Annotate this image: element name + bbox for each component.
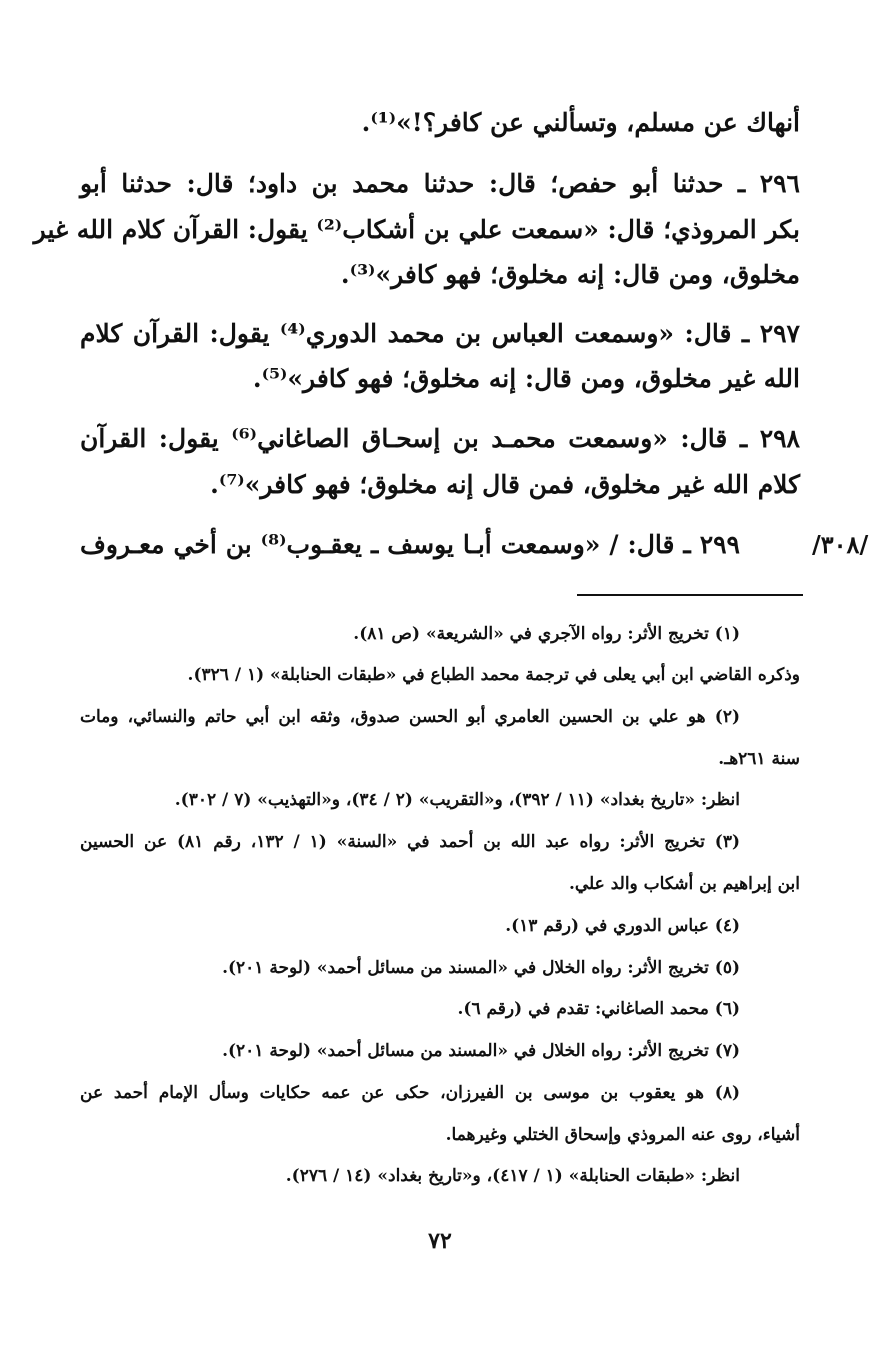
- footnote-7: (٧) تخريج الأثر: رواه الخلال في «المسند من مسائل أحمد» (لوحة ٢٠١).: [222, 1041, 740, 1061]
- page-number: ٧٢: [428, 1228, 452, 1254]
- main-line-6: الله غير مخلوق، ومن قال: إنه مخلوق؛ فهو كافر»⁽⁵⁾.: [252, 364, 800, 393]
- main-line-5: ٢٩٧ ـ قال: «وسمعت العباس بن محمد الدوري⁽⁴⁾ يقول: القرآن كلام: [80, 319, 800, 348]
- footnote-8-line-1: (٨) هو يعقوب بن موسى بن الفيرزان، حكى عن عمه حكايات وسأل الإمام أحمد عن: [80, 1083, 740, 1103]
- footnote-1-line-2: وذكره القاضي ابن أبي يعلى في ترجمة محمد الطباع في «طبقات الحنابلة» (١ / ٣٢٦).: [187, 665, 800, 685]
- footnote-2-line-1: (٢) هو علي بن الحسين العامري أبو الحسن صدوق، وثقه ابن أبي حاتم والنسائي، ومات: [80, 707, 740, 727]
- footnote-3-line-1: (٣) تخريج الأثر: رواه عبد الله بن أحمد في «السنة» (١ / ١٣٢، رقم ٨١) عن الحسين: [80, 832, 740, 852]
- main-line-4: مخلوق، ومن قال: إنه مخلوق؛ فهو كافر»⁽³⁾.: [340, 260, 800, 289]
- footnote-separator: [577, 594, 803, 596]
- footnote-2-line-3: انظر: «تاريخ بغداد» (١١ / ٣٩٢)، و«التقريب» (٢ / ٣٤)، و«التهذيب» (٧ / ٣٠٢).: [174, 790, 740, 810]
- footnote-4: (٤) عباس الدوري في (رقم ١٣).: [505, 916, 740, 936]
- footnote-8-line-3: انظر: «طبقات الحنابلة» (١ / ٤١٧)، و«تاريخ بغداد» (١٤ / ٢٧٦).: [285, 1166, 740, 1186]
- footnote-6: (٦) محمد الصاغاني: تقدم في (رقم ٦).: [457, 999, 740, 1019]
- main-line-1: أنهاك عن مسلم، وتسألني عن كافر؟!»⁽¹⁾.: [361, 108, 800, 137]
- footnote-3-line-2: ابن إبراهيم بن أشكاب والد علي.: [568, 874, 800, 894]
- margin-page-reference: /٣٠٨/: [812, 530, 869, 559]
- main-line-9: ٢٩٩ ـ قال: / «وسمعت أبـا يوسف ـ يعقـوب⁽⁸⁾ بن أخي معـروف: [80, 530, 740, 559]
- footnote-8-line-2: أشياء، روى عنه المروذي وإسحاق الختلي وغيرهما.: [445, 1125, 800, 1145]
- main-line-3: بكر المروذي؛ قال: «سمعت علي بن أشكاب⁽²⁾ يقول: القرآن كلام الله غير: [33, 215, 800, 244]
- footnote-1-line-1: (١) تخريج الأثر: رواه الآجري في «الشريعة» (ص ٨١).: [353, 624, 740, 644]
- footnote-5: (٥) تخريج الأثر: رواه الخلال في «المسند من مسائل أحمد» (لوحة ٢٠١).: [222, 958, 740, 978]
- main-line-8: كلام الله غير مخلوق، فمن قال إنه مخلوق؛ فهو كافر»⁽⁷⁾.: [210, 470, 800, 499]
- main-line-2: ٢٩٦ ـ حدثنا أبو حفص؛ قال: حدثنا محمد بن داود؛ قال: حدثنا أبو: [80, 169, 800, 198]
- main-line-7: ٢٩٨ ـ قال: «وسمعت محمـد بن إسحـاق الصاغاني⁽⁶⁾ يقول: القرآن: [80, 424, 800, 453]
- footnote-2-line-2: سنة ٢٦١هـ.: [718, 749, 800, 769]
